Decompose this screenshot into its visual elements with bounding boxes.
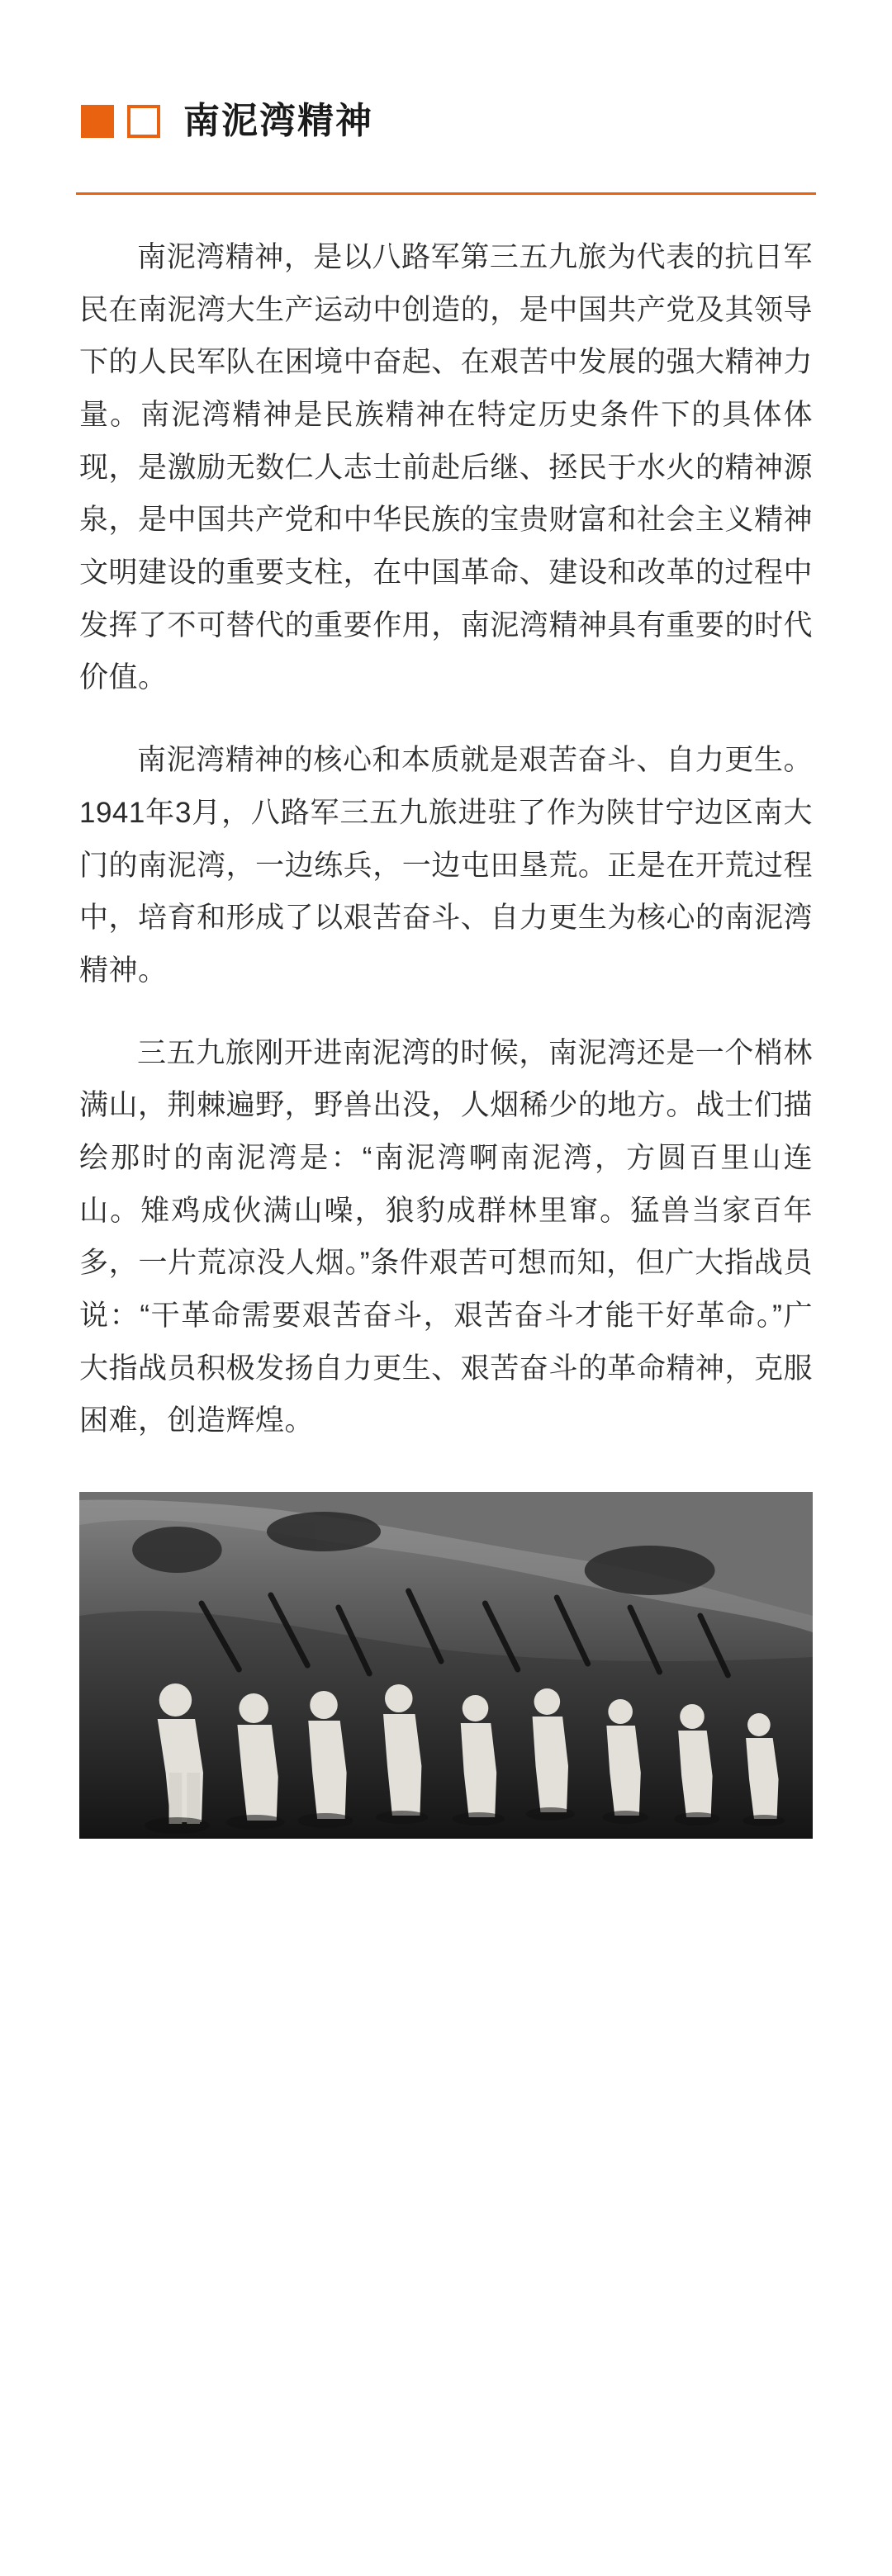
article-body xyxy=(79,195,813,1447)
paragraph: 三五九旅刚开进南泥湾的时候，南泥湾还是一个梢林满山，荆棘遍野，野兽出没，人烟稀少的地方。战士们描绘那时的南泥湾是：“南泥湾啊南泥湾，方圆百里山连山。雉鸡成伙满山噪，狼豹成群林里窜。猛兽当家百年多，一片荒凉没人烟。”条件艰苦可想而知，但广大指战员说：“干革命需要艰苦奋斗，艰苦奋斗才能干好革命。”广大指战员积极发扬自力更生、艰苦奋斗的革命精神，克服困难，创造辉煌。 xyxy=(79,1036,813,1437)
paragraph: 南泥湾精神，是以八路军第三五九旅为代表的抗日军民在南泥湾大生产运动中创造的，是中国共产党及其领导下的人民军队在困境中奋起、在艰苦中发展的强大精神力量。南泥湾精神是民族精神在特定历史条件下的具体体现，是激励无数仁人志士前赴后继、拯民于水火的精神源泉，是中国共产党和中华民族的宝贵财富和社会主义精神文明建设的重要支柱，在中国革命、建设和改革的过程中发挥了不可替代的重要作用，南泥湾精神具有重要的时代价值。 xyxy=(79,240,813,694)
outline-square-icon xyxy=(127,105,160,138)
page-title: 南泥湾精神 xyxy=(183,101,373,142)
page-header xyxy=(33,0,859,164)
filled-square-icon xyxy=(81,105,114,138)
historical-photo-soldiers-reclaiming-land xyxy=(79,1492,813,1839)
article-figure xyxy=(79,1492,813,1839)
paragraph: 南泥湾精神的核心和本质就是艰苦奋斗、自力更生。1941年3月，八路军三五九旅进驻了作为陕甘宁边区南大门的南泥湾，一边练兵，一边屯田垦荒。正是在开荒过程中，培育和形成了以艰苦奋斗、自力更生为核心的南泥湾精神。 xyxy=(79,744,813,987)
